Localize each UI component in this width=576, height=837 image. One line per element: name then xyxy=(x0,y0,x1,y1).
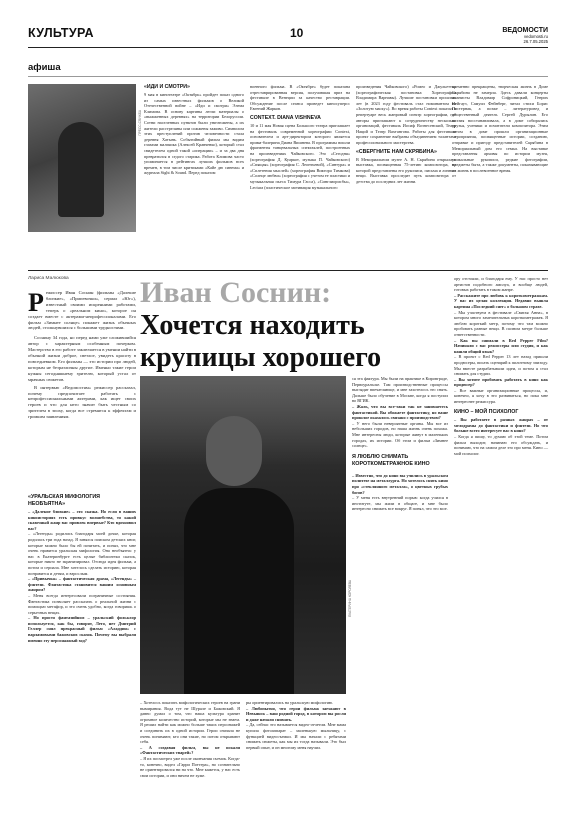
body-paragraph-b: – Хотелось показать мифологических героев на грани вымирания. Вода тут не Шурале и Бажовский. Я давно думал о том, что наша культура хранит огромное количество историй, которые мы не знаем. Я решил найти как можно больше таких персонажей и соединить их в одной истории. Герои сначала не очень понимают, кто они такие, но потом открывают себя. xyxy=(140,700,240,745)
question-5: – Любопытно, что герои фильма заезжают в Невьянск – ваш родной город, в котором вы росли и даже начали снимать. xyxy=(246,705,346,722)
question-4: – А создавая фильм, вы не искали «Фантастических тварей»? xyxy=(140,744,240,756)
question-9: – Как вы снимали в Red Pepper Film? Начинали с вас режиссеры или студия, и как нашли общий язык? xyxy=(454,337,548,354)
article-column-3 xyxy=(246,700,346,750)
photo-figure xyxy=(58,122,104,217)
portrait-photo xyxy=(140,376,346,694)
question-6: – Известно, что до кино вы учились в уральском политехе на металлурга. Но хотелось снять кино про «стеклянного металла», о цветных грубых богов? xyxy=(352,472,448,495)
afisha-label: афиша xyxy=(28,62,61,73)
headline-line-3: крупицы хорошего xyxy=(140,342,382,373)
afisha-text-4: временно прекращены, творческая жизнь в Доме Скрябина не замерла. Здесь давали концерты пианисты Владимир Софроницкий, Генрих Нейгауз, Самуил Фейнберг, читал стихи Борис Пастернак, а позже – литературовед и общественный деятель Сергей Дурылин. Его поэзия восстанавливала, а в доме собирались друзья, ученики и почитатели композитора. Этим летом в доме прошли организационные мероприятия, посвященные истории, созданию, отправке и приезду представителей Скрябина в Мемориальный дом его семьи. На выставке представлены архивы по истории музея, уникальные рукописи, редкие фотографии, предметы быта, а также документы, показывающие их жизнь в послевоенное время. xyxy=(452,84,548,173)
answer-6: – У меня есть внутренний порыв: когда учился в институте, мы жили в общаге, и мне было интересно снимать все вокруг. Я понял, что это мое. xyxy=(352,495,448,512)
answer-4: – Я их посмотрел уже после окончания съемок. Когда-то, конечно, видел «Гарри Поттера», но сознательно не ориентировался ни на что. Мне кажется, у нас есть свои истории, и они ничем не хуже. xyxy=(140,755,240,778)
afisha-heading-2: CONTEXT. DIANA VISHNEVA xyxy=(250,114,321,121)
body-paragraph-e: ору отстояли, и благодаря ему. У нас просто нет артистов подобного амплуа, и вообще людей, готовых работать в таком жанре. xyxy=(454,276,548,293)
section-title: КУЛЬТУРА xyxy=(28,26,94,40)
afisha-photo-credit: ПРЕСС-СЛУЖБА xyxy=(138,110,142,136)
afisha-text-1: 9 мая в кинотеатре «Октябрь» пройдет показ одного из самых известных фильмов о Великой Отечественной войне – «Иди и смотри» Элема Климова. В основу картины легли материалы о «выжженных деревнях» на территории Белоруссии. Сотни населенных пунктов были уничтожены, а их жители расстреляны или сожжены заживо. Символом этих преступлений против человечности стала деревня Хатынь. Событийный фильм мы видим глазами мальчика (Алексей Кравченко), который стал свидетелем одной такой «операции» – и за два дня превратился в седого старика. Работа Климова часто упоминается в рейтингах лучших фильмов всех времен, в том числе критиками «Кайе дю синема» и журнала Sight & Sound. Перед показом xyxy=(144,92,244,176)
logo-text: ВЕДОМОСТИ xyxy=(502,27,548,34)
article-divider xyxy=(28,270,548,271)
question-10: – Вы хотите пробовать работать в кино как продюсер? xyxy=(454,376,548,388)
headline-line-1: Иван Соснин: xyxy=(140,276,332,309)
page-header xyxy=(28,0,548,54)
afisha-heading-3: «СВЕРГНИТЕ НАМ СКРЯБИНА» xyxy=(356,148,437,155)
answer-7: – У него были невероятные органы. Мы все из небольших городов, но наша жизнь очень похожа. Мне интересны люди, которые живут в маленьких городах, их истории. Об этом и фильм «Зимнее солнце». xyxy=(352,420,448,449)
article-author: Лариса Малюкова xyxy=(28,276,69,281)
afisha-text-2b: 10 и 11 мая Новая сцена Большого театра приглашает на фестиваль современной хореографии Context, основателем и арт-директором которого является прима-балерина Диана Вишнева. В программы вошли фрагменты танцевальных спектаклей, построенных на произведениях Чайковского. Это «Сегодня» (хореография Д. Куаркот, музыка П. Чайковского) «Спящая» (хореография С. Леонтьевой), «Синтура» и «Сплетения мыслей» (хореография Виктора Тимкова) «Солнце любви» (хореография с учетом ее пластики и музыкальная пьеса Тимура Гасса), «Синглиорисбы», Lectura (пластическое мотивация музыкального xyxy=(250,122,350,190)
portrait-head xyxy=(206,416,262,486)
afisha-column-1 xyxy=(144,84,244,176)
question-7: – Жаль, что вы все-таки так не занимаетесь фантастикой. Вы обожаете фантастику, но ваше прошлое оказалось связано с производством? xyxy=(352,403,448,421)
drop-cap: Р xyxy=(28,288,44,317)
page-number: 10 xyxy=(290,26,304,40)
article-lead xyxy=(28,290,136,420)
question-11: – Вы работаете в разных жанрах – от мелодрамы до фантастики и фэнтези. Но что больше всего интересует вас в кино? xyxy=(454,417,548,434)
subheading-2: КИНО – МОЙ ПСИХОЛОГ xyxy=(454,408,519,415)
afisha-column-3 xyxy=(356,84,456,185)
question-2: – «Привычка» – фантастическая драма, «Легенды» – фэнтези. Фантастика становится вашим основным жанром? xyxy=(28,576,136,593)
question-3: – Но просто фантазийном – уральский фольклор используется, как бы, говорят, Лето, нет Дмитрий Геллер снял прекрасный фильм «Аладдин» с варламовыми бажовских сказок. Почему вы выбрали именно эту персонажный ход? xyxy=(28,615,136,643)
afisha-photo xyxy=(28,84,136,232)
question-8: – Расскажите про любовь к короткометражкам. У вас их целая коллекция. Недавно вышла картина «Последний снег» о большом страхе. xyxy=(454,292,548,309)
afisha-heading-1: «ИДИ И СМОТРИ» xyxy=(144,84,190,90)
portrait-body xyxy=(184,488,294,694)
answer-9: – В проект с Red Pepper 13 лет назад пришли продюсеры, писать сценарий к пилотному эпизоду. Мы вместе разрабатывали идеи, и потом я стал снимать для студии. xyxy=(454,354,548,377)
headline-line-2: Хочется находить xyxy=(140,310,365,341)
logo-site: vedomosti.ru xyxy=(524,34,548,39)
afisha-divider xyxy=(28,76,548,77)
body-paragraph-a2: В интервью «Ведомостям» режиссер рассказал, почему предпочитает работать с непрофессиональными актерами, как ищет своих героев и что для него значит быть честным со зрителем в эпоху, когда все стремятся к эффектам и громким заявлениям. xyxy=(28,384,136,420)
afisha-text-2: военного фильма. В «Октябре» будет показана отреставрированная версия, получившая приз на фестивале в Венеции за качество реставрации. Обсуждение после сеанса проведет киносуперсс Евгений Жарков. xyxy=(250,84,350,112)
afisha-column-2 xyxy=(250,84,350,190)
article-column-1 xyxy=(28,490,136,643)
article-column-5 xyxy=(454,276,548,456)
answer-2: – Меня всегда интересовали пограничные состояния. Фантастика позволяет рассказать о реальной жизни с помощью метафор, и это очень удобно, когда говоришь о серьезных вещах. xyxy=(28,592,136,615)
answer-1: – «Легенды» родились благодаря моей дочке, которая родилась три года назад. Я занялся поиском детских книг, которые можно было бы ей почитать, и понял, что мне очень нравится уральская мифология. Она необъятна: у нас в Екатеринбурге есть целые библиотеки сказок, которые никто не экранизировал. Отсюда идея фильма, а потом и сериала. Мне хотелось сделать историю, которая понравится и детям, и взрослым. xyxy=(28,531,136,576)
answer-10: – Все важные организационные процессы, и, конечно, я хочу в это развиваться, но пока мне интереснее режиссура. xyxy=(454,387,548,405)
answer-5: – Да, сейчас это называется видео-отчетом. Мне мама купила фотоаппарат – маленькую мыльницу, с функцией видеосъемки. И мы начали с ребятами снимать сюжеты, как мы их тогда называли. Это был первый опыт, и он многому меня научил. xyxy=(246,722,346,750)
body-paragraph-a: Соснину 34 года, но перед нами уже сложившийся автор с характерным особенным почерком. Мастерство в его работе заключается в умении найти в обычной жизни доброе, светлое, увидеть красоту в повседневном. Его фильмы — это истории про людей, которым не безразличны другие. Именно такие герои нужны сегодняшнему зрителю, который устал от мрачных сюжетов. xyxy=(28,335,136,382)
article-column-2 xyxy=(140,700,240,778)
article-headline xyxy=(140,276,440,374)
body-paragraph-d: ся эта фактура. Мы были на практике в Кировграде, Первоуральске. Там производственные процессы выглядят впечатляюще, и мне захотелось это снять. Дальше было обучение в Москве, когда я поступил во ВГИК. xyxy=(352,376,448,404)
answer-8: – Мы участвуем в фестивале «Святая Анна», в котором много замечательных короткометражек. Я люблю короткий метр, потому что там можно пробовать разные вещи. В полном метре больше ответственности. xyxy=(454,309,548,337)
portrait-photo-credit: ЕКАТЕРИНА КОРОЛЕВА xyxy=(348,580,352,617)
afisha-text-3b: В Мемориальном музее А. Н. Скрябина открылась выставка, посвященная 75-летию композитора, на которой представлены его рукописи, письма и личные вещи. Выставка проследит путь композитора от детства до последних лет жизни. xyxy=(356,156,456,184)
answer-11: – Когда я пишу, то думаю об этой теме. Потом фильм выходит, начинаю его обсуждать, и понимаю, что на самом деле это про меня. Кино — мой психолог. xyxy=(454,433,548,456)
body-paragraph-c: ры ориентировались на уральскую мифологию. xyxy=(246,700,334,705)
lead-text: ежиссер Иван Соснин (фильмы «Далекие близкие», «Припевочки», сериал «Юг»), известный своими искренними работами, теперь о «реальном кино», которое он создает вместе с актерами-непрофессионалами. Его фильм «Зимнее солнце» покажет жизнь обычных людей, столкнувшихся с большими трудностями. xyxy=(28,290,136,331)
afisha-column-4 xyxy=(452,84,548,174)
article-column-4 xyxy=(352,376,448,512)
afisha-text-3: произведения Чайковского) «Ромео и Джульетта» (хореографическая постановка Хореографии Владимира Варнавы). Лучшие постановки прошлых лет (в 2023 году фестиваль стал номинантом на «Золотую маску»). Во время работы Context показал в репертуаре весь жанровый спектр хореографии, где авторы приглашают к сотрудничеству несколько организаций, фестиваль Иосиф Вознесенский, Театр Наций и Театр Вахтангова. Работы для фестиваля проект сохранение выбраны объединением таланта и профессионального мастерства. xyxy=(356,84,456,145)
subheading-1: «УРАЛЬСКАЯ МИФОЛОГИЯ НЕОБЪЯТНА» xyxy=(28,494,100,507)
question-1: – «Далекие близкие» – это сказка. Но если в ваших киноисториях есть привкус волшебства, то какой сказочный жанр вас привлек впервые? Кто вдохновил вас? xyxy=(28,509,136,531)
newspaper-logo xyxy=(502,27,548,44)
header-divider xyxy=(28,47,548,48)
pull-quote: Я ЛЮБЛЮ СНИМАТЬ КОРОТКОМЕТРАЖНОЕ КИНО xyxy=(352,453,430,467)
issue-date: 26.7.05.2025 xyxy=(523,39,548,44)
